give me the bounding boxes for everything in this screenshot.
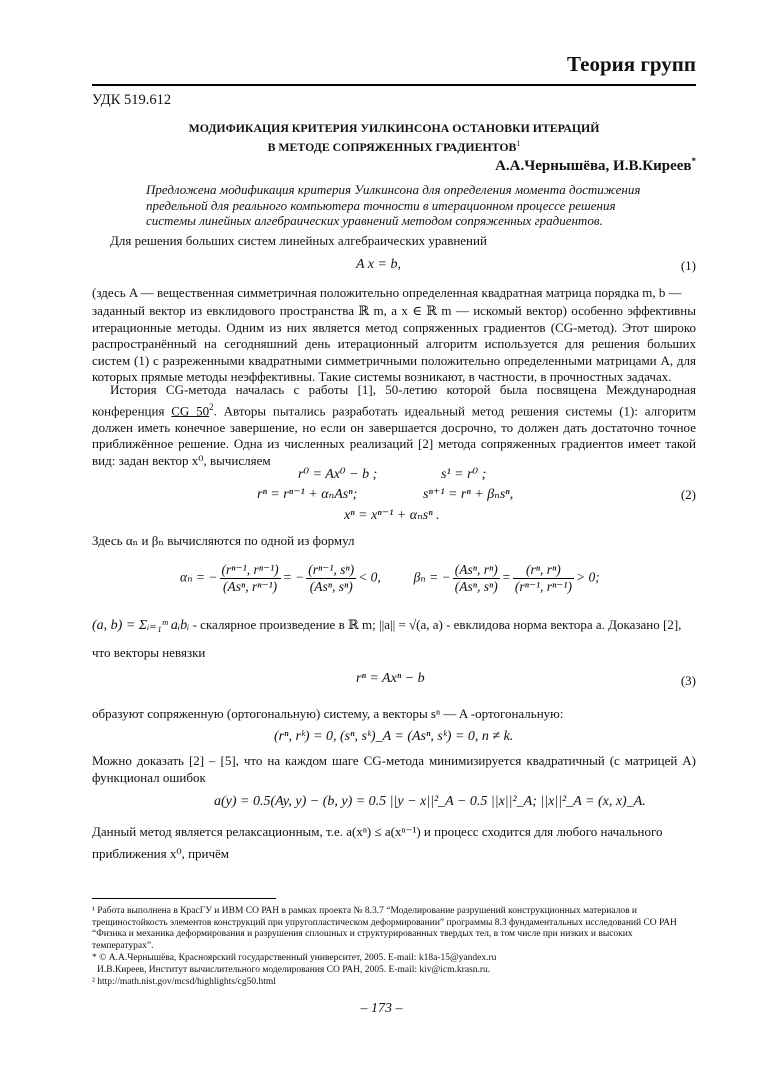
beta-mid: = — [501, 569, 511, 585]
beta-num-1: (Asⁿ, rⁿ) — [454, 562, 498, 577]
equation-4: (rⁿ, rᵏ) = 0, (sⁿ, sᵏ)_A = (Asⁿ, sᵏ) = 0, n ≠ k. — [274, 729, 514, 744]
footnote-rule — [92, 898, 276, 899]
author-names: А.А.Чернышёва, И.В.Киреев — [495, 158, 692, 174]
paragraph-intro: Для решения больших систем линейных алгебраических уравнений — [110, 233, 487, 248]
alpha-fraction-1 — [220, 562, 281, 595]
paragraph-conjugate: образуют сопряженную (ортогональную) систему, а векторы sⁿ — A -ортогональную: — [92, 706, 564, 721]
equation-5: a(y) = 0.5(Ay, y) − (b, y) = 0.5 ||y − x||²_A − 0.5 ||x||²_A; ||x||²_A = (x, x)_A. — [214, 794, 646, 809]
cg50-footnote-mark: 2 — [209, 401, 214, 412]
author-footnote-mark: * — [691, 156, 696, 166]
beta-den-2: (rⁿ⁻¹, rⁿ⁻¹) — [514, 579, 572, 594]
running-header-title: Теория групп — [566, 52, 696, 76]
alpha-end: < 0, — [358, 569, 381, 585]
beta-fraction-2 — [513, 562, 574, 595]
footnote-1: ¹ Работа выполнена в КрасГУ и ИВМ СО РАН в рамках проекта № 8.3.7 “Моделирование разрушений конструкционных материалов и трещиностойкость элементов конструкций при упругопластическом деформировании” программы 8.3 фундаментальных исследований СО РАН “Физика и механика деформирования и разрушения сплошных и структурированных твердых тел, в том числе при низких и высоких температурах”. — [92, 906, 677, 951]
title-footnote-mark: 1 — [516, 139, 521, 148]
equation-2-line-1b: s¹ = r⁰ ; — [441, 467, 487, 482]
alpha-den-2: (Asⁿ, sⁿ) — [309, 579, 353, 594]
history-text-b: . Авторы пытались разработать идеальный метод решения системы (1): алгоритм должен иметь конечное завершение, но если он завершается досрочно, то должен дать достаточно точное приближённое решение. Одна из численных реализаций [2] метода сопряженных градиентов имеет такой вид: задан вектор x⁰, вычисляем — [92, 402, 697, 468]
beta-lhs: βₙ = − — [413, 569, 451, 585]
beta-fraction-1 — [453, 562, 500, 595]
equation-3-number: (3) — [680, 673, 696, 688]
paragraph-history — [92, 382, 696, 469]
equation-2-line-1a: r⁰ = Ax⁰ − b ; — [298, 467, 378, 482]
equation-2-line-2b: sⁿ⁺¹ = rⁿ + βₙsⁿ, — [423, 487, 514, 502]
scalar-product-text: - скалярное произведение в ℝ m; ||a|| = √(a, a) - евклидова норма вектора a. Доказано [2], — [192, 617, 682, 632]
scalar-product-formula: (a, b) = Σᵢ₌₁ᵐ aᵢbᵢ — [92, 618, 190, 633]
alpha-den-1: (Asⁿ, rⁿ⁻¹) — [223, 579, 278, 594]
history-text-a: История CG-метода началась с работы [1], 50-летию которой была посвящена Международная конференция — [92, 382, 696, 418]
page-number: – 173 – — [360, 1001, 403, 1016]
beta-end: > 0; — [575, 569, 600, 585]
header-rule — [92, 84, 696, 86]
equation-2-line-3: xⁿ = xⁿ⁻¹ + αₙsⁿ . — [344, 508, 440, 523]
paragraph-definitions-line1: (здесь A — вещественная симметричная положительно определенная квадратная матрица порядка m, b — — [92, 285, 682, 300]
equation-alpha-beta — [180, 562, 600, 595]
title-line-1: МОДИФИКАЦИЯ КРИТЕРИЯ УИЛКИНСОНА ОСТАНОВКИ ИТЕРАЦИЙ — [188, 121, 600, 135]
udk-code: УДК 519.612 — [92, 92, 172, 108]
equation-2-number: (2) — [680, 487, 696, 502]
paragraph-relaxation-line1: Данный метод является релаксационным, т.е. a(xⁿ) ≤ a(xⁿ⁻¹) и процесс сходится для любого начального — [92, 824, 663, 839]
authors — [495, 156, 696, 175]
beta-num-2: (rⁿ, rⁿ) — [513, 562, 574, 579]
paragraph-relaxation-line2: приближения x⁰, причём — [92, 846, 230, 861]
cg50-link[interactable]: CG 50 — [171, 402, 210, 418]
alpha-mid: = − — [282, 569, 305, 585]
paragraph-coefficients: Здесь αₙ и βₙ вычисляются по одной из формул — [92, 533, 355, 548]
article-title — [92, 121, 696, 155]
alpha-num-1: (rⁿ⁻¹, rⁿ⁻¹) — [221, 562, 279, 577]
paragraph-functional: Можно доказать [2] – [5], что на каждом шаге CG-метода минимизируется квадратичный (с матрицей A) функционал ошибок — [92, 753, 696, 785]
footnote-author-1: * © А.А.Чернышёва, Красноярский государственный университет, 2005. E-mail: k18a-15@yandex.ru — [92, 953, 497, 963]
beta-den-1: (Asⁿ, sⁿ) — [454, 579, 498, 594]
paragraph-scalar-product — [92, 617, 696, 635]
alpha-fraction-2 — [306, 562, 356, 595]
abstract: Предложена модификация критерия Уилкинсона для определения момента достижения предельной для реального компьютера точности в итерационном процессе решения системы линейных алгебраических уравнений методом сопряженных градиентов. — [146, 182, 641, 228]
title-line-2-wrap — [92, 136, 696, 155]
title-line-2: В МЕТОДЕ СОПРЯЖЕННЫХ ГРАДИЕНТОВ — [267, 139, 517, 154]
paragraph-definitions: заданный вектор из евклидового пространства ℝ m, а x ∈ ℝ m — искомый вектор) особенно эффективны итерационные методы. Одним из них является метод сопряженных градиентов (CG-метод). Этот широко распространённый на сегодняшний день итерационный алгоритм используется для решения больших систем (1) с разреженными квадратными симметричными положительно определенными матрицами A, для которых прямые методы неэффективны. Такие системы возникают, в частности, в прочностных задачах. — [92, 303, 696, 385]
equation-3: rⁿ = Axⁿ − b — [356, 671, 425, 686]
alpha-lhs: αₙ = − — [180, 569, 218, 585]
paragraph-residuals: что векторы невязки — [92, 645, 206, 660]
footnote-author-2: И.В.Киреев, Институт вычислительного моделирования СО РАН, 2005. E-mail: kiv@icm.krasn.ru. — [97, 965, 491, 975]
equation-2-line-2a: rⁿ = rⁿ⁻¹ + αₙAsⁿ; — [257, 487, 358, 502]
alpha-num-2: (rⁿ⁻¹, sⁿ) — [308, 562, 355, 577]
footnote-2-url[interactable]: ² http://math.nist.gov/mcsd/highlights/cg50.html — [92, 977, 276, 987]
equation-1-number: (1) — [680, 258, 696, 273]
equation-1: A x = b, — [356, 257, 401, 272]
